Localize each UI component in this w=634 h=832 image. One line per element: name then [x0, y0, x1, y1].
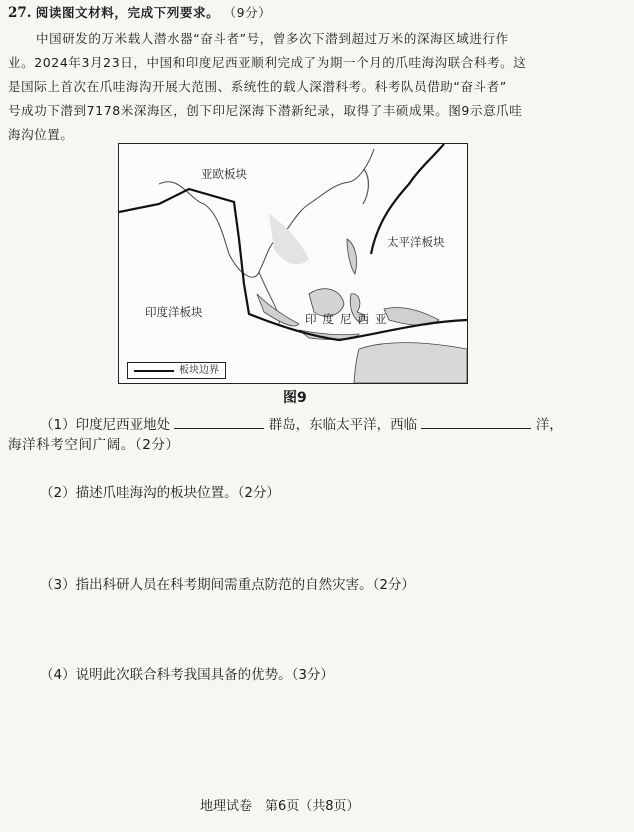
sumatra-island — [257, 294, 299, 326]
legend-line-symbol — [134, 370, 174, 372]
passage-line-4: 号成功下潜到7178米深海区，创下印尼深海下潜新纪录，取得了丰硕成果。图9示意爪哇 — [8, 103, 523, 118]
australia-landmass — [354, 343, 467, 383]
java-trench-map — [118, 143, 468, 384]
label-indian-plate: 印度洋板块 — [145, 305, 203, 319]
asia-coastline — [159, 149, 374, 277]
subquestion-4: （4）说明此次联合科考我国具备的优势。（3分） — [40, 667, 334, 683]
label-pacific-plate: 太平洋板块 — [387, 235, 445, 249]
passage-line-3: 是国际上首次在爪哇海沟开展大范围、系统性的载人深潜科考。科考队员借助“奋斗者” — [8, 79, 507, 94]
passage-line-5: 海沟位置。 — [8, 127, 74, 142]
figure-caption: 图9 — [283, 390, 307, 406]
passage-line-1: 中国研发的万米载人潜水器“奋斗者”号，曾多次下潜到超过万米的深海区域进行作 — [36, 31, 509, 46]
label-indonesia: 印度尼西亚 — [305, 312, 393, 326]
philippines-islands — [347, 239, 357, 274]
subquestion-1-line2: 海洋科考空间广阔。（2分） — [8, 437, 180, 453]
page-footer: 地理试卷 第6页（共8页） — [200, 799, 360, 814]
q1-part-b: 群岛，东临太平洋，西临 — [268, 417, 418, 433]
subquestion-1 — [40, 414, 563, 434]
q1-part-c: 洋， — [535, 417, 563, 433]
q2-answer-area[interactable] — [40, 506, 600, 566]
question-header — [8, 4, 271, 22]
q4-answer-area[interactable] — [40, 688, 600, 778]
terrain-shading — [269, 214, 309, 264]
q1-part-a: （1）印度尼西亚地处 — [40, 417, 171, 433]
question-number: 27. — [8, 5, 32, 21]
map-legend — [127, 362, 226, 379]
subquestion-3: （3）指出科研人员在科考期间需重点防范的自然灾害。（2分） — [40, 577, 415, 593]
label-eurasian-plate: 亚欧板块 — [201, 167, 247, 181]
question-points: （9分） — [223, 5, 272, 20]
map-graphic — [119, 144, 467, 383]
question-title: 阅读图文材料，完成下列要求。 — [35, 5, 220, 20]
q3-answer-area[interactable] — [40, 598, 600, 658]
japan-islands — [363, 169, 368, 204]
q1-blank-1[interactable] — [174, 414, 264, 429]
subquestion-2: （2）描述爪哇海沟的板块位置。（2分） — [40, 485, 280, 501]
legend-label: 板块边界 — [179, 365, 219, 376]
q1-blank-2[interactable] — [421, 414, 531, 429]
passage-line-2: 业。2024年3月23日，中国和印度尼西亚顺利完成了为期一个月的爪哇海沟联合科考。这 — [8, 55, 527, 70]
